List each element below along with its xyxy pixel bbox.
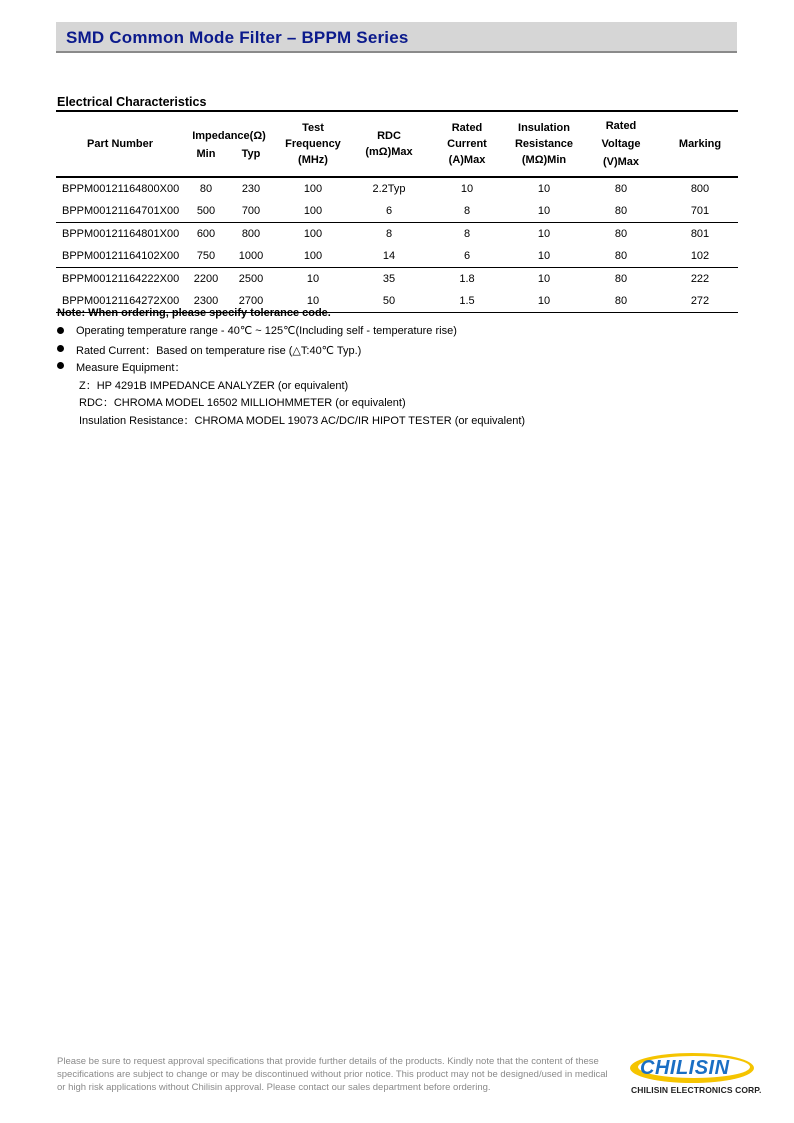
cell-part-number: BPPM00121164801X00 [62, 228, 180, 240]
cell-rdc: 50 [352, 290, 426, 313]
ordering-note: Note: When ordering, please specify tolerance code. [57, 307, 331, 319]
cell-imp-min: 2300 [184, 290, 228, 313]
cell-imp-min: 500 [184, 200, 228, 223]
bullet-icon [57, 362, 64, 369]
cell-imp-typ: 230 [241, 183, 261, 195]
cell-insulation: 10 [508, 290, 580, 313]
cell-marking: 222 [690, 273, 710, 285]
cell-imp-typ: 2500 [238, 273, 264, 285]
cell-test-freq: 10 [274, 290, 352, 313]
cell-rdc: 6 [352, 200, 426, 223]
cell-rated-current: 8 [463, 228, 471, 240]
header-rated-voltage: Rated Voltage (V)Max [580, 111, 662, 177]
equipment-item: Insulation Resistance：CHROMA MODEL 19073 AC/DC/IR HIPOT TESTER (or equivalent) [79, 414, 526, 427]
header-impedance-min: Min [184, 145, 228, 177]
cell-test-freq: 100 [274, 200, 352, 223]
cell-part-number: BPPM00121164272X00 [56, 290, 184, 313]
list-item [57, 359, 525, 377]
cell-rated-voltage: 80 [580, 245, 662, 268]
header-part-number: Part Number [56, 111, 184, 177]
note-text: Operating temperature range - 40℃ ~ 125℃(Including self - temperature rise) [76, 325, 457, 337]
equipment-item: Z：HP 4291B IMPEDANCE ANALYZER (or equivalent) [79, 379, 349, 392]
cell-imp-typ: 800 [241, 228, 261, 240]
cell-rated-current: 6 [426, 245, 508, 268]
cell-imp-min: 600 [196, 228, 216, 240]
logo-wordmark: CHILISIN [640, 1057, 730, 1079]
notes-list [57, 324, 525, 429]
list-item [57, 342, 525, 360]
cell-rdc: 8 [385, 228, 393, 240]
cell-imp-typ: 1000 [228, 245, 274, 268]
cell-insulation: 10 [508, 200, 580, 223]
bullet-icon [57, 327, 64, 334]
electrical-characteristics-table [56, 110, 738, 313]
note-text: Measure Equipment： [76, 362, 186, 374]
header-banner [56, 22, 737, 53]
cell-imp-min: 2200 [193, 273, 219, 285]
table-row [56, 223, 738, 246]
cell-test-freq: 100 [303, 183, 323, 195]
cell-test-freq: 100 [303, 228, 323, 240]
cell-imp-typ: 2700 [228, 290, 274, 313]
cell-marking: 701 [662, 200, 738, 223]
header-test-frequency: Test Frequency (MHz) [274, 111, 352, 177]
cell-test-freq: 100 [274, 245, 352, 268]
cell-rdc: 2.2Typ [372, 183, 406, 195]
table-row [56, 200, 738, 223]
cell-insulation: 10 [537, 183, 551, 195]
cell-part-number: BPPM00121164102X00 [56, 245, 184, 268]
table-row [56, 268, 738, 291]
header-impedance: Impedance(Ω) [192, 130, 266, 142]
cell-insulation: 10 [537, 273, 551, 285]
cell-part-number: BPPM00121164800X00 [62, 183, 180, 195]
cell-imp-typ: 700 [228, 200, 274, 223]
table-row [56, 177, 738, 200]
cell-part-number: BPPM00121164701X00 [56, 200, 184, 223]
list-item [57, 324, 525, 342]
note-text: Rated Current：Based on temperature rise (△T:40℃ Typ.) [76, 344, 362, 357]
cell-marking: 272 [662, 290, 738, 313]
cell-rdc: 35 [382, 273, 396, 285]
table-row [56, 245, 738, 268]
cell-rated-voltage: 80 [580, 200, 662, 223]
bullet-icon [57, 345, 64, 352]
cell-rated-current: 8 [426, 200, 508, 223]
section-title: Electrical Characteristics [57, 95, 207, 109]
cell-rated-voltage: 80 [614, 273, 628, 285]
company-name: CHILISIN ELECTRONICS CORP. [631, 1085, 762, 1095]
cell-rated-voltage: 80 [614, 228, 628, 240]
cell-rated-current: 1.8 [459, 273, 475, 285]
cell-rated-voltage: 80 [580, 290, 662, 313]
header-rdc: RDC (mΩ)Max [352, 111, 426, 177]
header-impedance-typ: Typ [228, 145, 274, 177]
cell-test-freq: 10 [306, 273, 320, 285]
cell-insulation: 10 [537, 228, 551, 240]
page-title: SMD Common Mode Filter – BPPM Series [66, 28, 409, 47]
cell-rdc: 14 [352, 245, 426, 268]
cell-imp-min: 80 [199, 183, 213, 195]
cell-rated-current: 1.5 [426, 290, 508, 313]
equipment-item: RDC：CHROMA MODEL 16502 MILLIOHMMETER (or equivalent) [79, 397, 406, 409]
cell-rated-voltage: 80 [614, 183, 628, 195]
footer-disclaimer: Please be sure to request approval specifications that provide further details of the products. Kindly note that the content of these specifications are subject to change or may be discontinued without prior notice. This product may not be designed/used in medical or high risk applications without Chilisin approval. Please contact our sales department before ordering. [57, 1056, 608, 1093]
cell-imp-min: 750 [184, 245, 228, 268]
cell-part-number: BPPM00121164222X00 [62, 273, 180, 285]
header-insulation-resistance: Insulation Resistance (MΩ)Min [508, 111, 580, 177]
cell-marking: 801 [690, 228, 710, 240]
header-rated-current: Rated Current (A)Max [426, 111, 508, 177]
cell-insulation: 10 [508, 245, 580, 268]
cell-rated-current: 10 [460, 183, 474, 195]
cell-marking: 800 [690, 183, 710, 195]
cell-marking: 102 [662, 245, 738, 268]
header-marking: Marking [662, 111, 738, 177]
